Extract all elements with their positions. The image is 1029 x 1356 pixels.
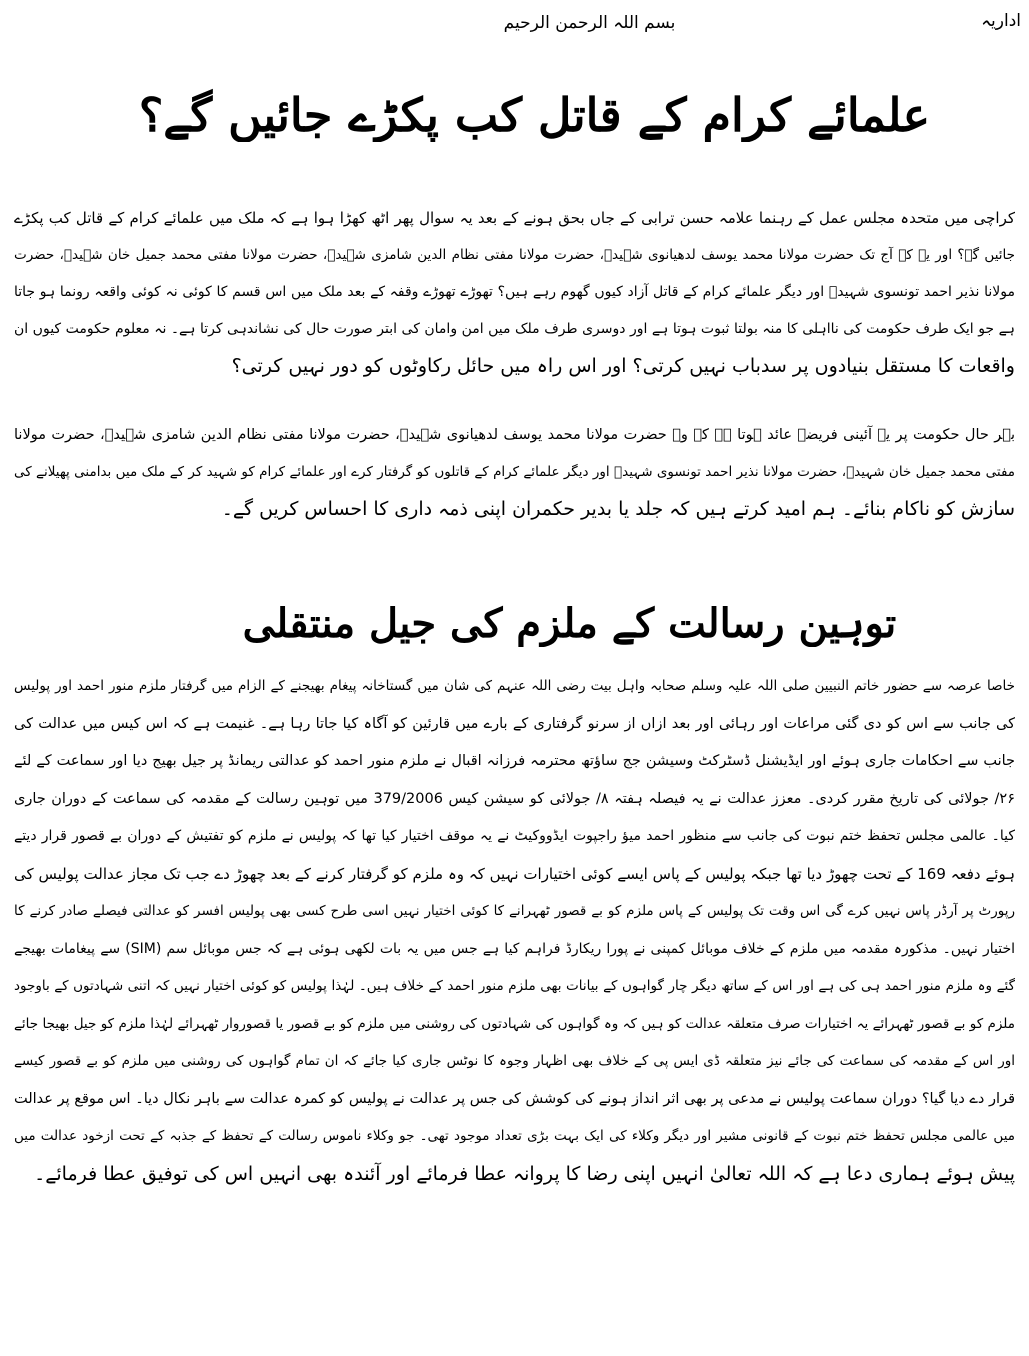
text-line: اختیار نہیں۔ مذکورہ مقدمہ میں ملزم کے خلاف موبائل کمپنی نے پورا ریکارڈ فراہم کیا ہے جس میں یہ بات لکھی ہوئی ہے کہ جس موبائل سم (SIM) سے پیغامات بھیجے	[14, 940, 1015, 957]
text-line: بہر حال حکومت پر یہ آئینی فریضہ عائد ہوتا ہے کہ وہ حضرت مولانا محمد یوسف لدھیانوی شہیدؒ، حضرت مولانا مفتی نظام الدین شامزی شہیدؒ، حضرت مولانا	[14, 427, 1015, 443]
article2-paragraph	[14, 668, 1015, 1193]
text-line: ۲۶/ جولائی کی تاریخ مقرر کردی۔ معزز عدالت نے یہ فیصلہ ہفتہ ۸/ جولائی کو سیشن کیس 379/2006 میں توہین رسالت کے مقدمہ کی سماعت کے دوران جاری	[14, 790, 1015, 807]
text-line: جانب سے احکامات جاری ہوئے اور ایڈیشنل ڈسٹرکٹ وسیشن جج ساؤتھ محترمہ فرزانہ اقبال نے ملزم منور احمد کو عدالتی ریمانڈ پر جیل بھیج دیا اور سماعت کے لئے	[14, 753, 1015, 769]
text-line: رپورٹ پر آرڈر پاس نہیں کرے گی اس وقت تک پولیس کے پاس ملزم کو بے قصور ٹھہرانے کا کوئی اختیار نہیں اسی طرح کسی بھی پولیس افسر کو عدالتی فیصلے صادر کرنے کا	[14, 903, 1015, 919]
text-line: مولانا نذیر احمد تونسوی شہیدؒ اور دیگر علمائے کرام کے قاتل آزاد کیوں گھوم رہے ہیں؟ تھوڑے تھوڑے وقفہ کے بعد ملک میں اس قسم کا کوئی نہ کوئی واقعہ رونما ہو جاتا	[14, 284, 1015, 300]
article1-paragraph-1	[14, 200, 1015, 385]
text-line: قرار دے دیا گیا؟ دوران سماعت پولیس نے مدعی پر بھی اثر انداز ہونے کی کوشش کی جس پر عدالت نے پولیس کو کمرہ عدالت سے باہر نکال دیا۔ اس موقع پر عدالت	[14, 1090, 1015, 1107]
text-line: ملزم کو بے قصور ٹھہرائے یہ اختیارات صرف متعلقہ عدالت کو ہیں کہ وہ گواہوں کی شہادتوں کی روشنی میں ملزم کو بے قصور یا قصوروار ٹھہرائے لہٰذا ملزم کو جیل بھیجا جائے	[14, 1015, 1015, 1032]
text-line: پیش ہوئے ہماری دعا ہے کہ اللہ تعالیٰ انہیں اپنی رضا کا پروانہ عطا فرمائے اور آئندہ بھی انہیں اس کی توفیق عطا فرمائے۔	[34, 1162, 1015, 1185]
text-line: واقعات کا مستقل بنیادوں پر سدباب نہیں کرتی؟ اور اس راہ میں حائل رکاوٹوں کو دور نہیں کرتی؟	[231, 355, 1015, 377]
text-line: میں عالمی مجلس تحفظ ختم نبوت کے قانونی مشیر اور دیگر وکلاء کی ایک بہت بڑی تعداد موجود تھی۔ جو وکلاء ناموس رسالت کے تحفظ کے جذبہ کے تحت ازخود عدالت میں	[14, 1128, 1015, 1144]
text-line: مفتی محمد جمیل خان شہیدؒ، حضرت مولانا نذیر احمد تونسوی شہیدؒ اور دیگر علمائے کرام کے قاتلوں کو گرفتار کرے اور علمائے کرام کو شہید کر کے ملک میں بدامنی پھیلانے کی	[14, 464, 1015, 480]
text-line: ہوئے دفعہ 169 کے تحت چھوڑ دیا تھا جبکہ پولیس کے پاس ایسے کوئی اختیارات نہیں کہ وہ ملزم کو گرفتار کرنے کے بعد چھوڑ دے جب تک مجاز عدالت پولیس کی	[14, 864, 1015, 883]
text-line: خاصا عرصہ سے حضور خاتم النبیین صلی اللہ علیہ وسلم صحابہ واہل بیت رضی اللہ عنہم کی شان میں گستاخانہ پیغام بھیجنے کے الزام میں گرفتار ملزم منور احمد اور پولیس	[14, 678, 1015, 694]
text-line: کی جانب سے اس کو دی گئی مراعات اور رہائی اور بعد ازاں از سرنو گرفتاری کے بارے میں قارئین کو آگاہ کیا جاتا رہا ہے۔ غنیمت ہے کہ اس کیس میں عدالت کی	[14, 715, 1015, 732]
article1-headline: علمائے کرام کے قاتل کب پکڑے جائیں گے؟	[138, 88, 931, 142]
bismillah-heading: بسم اللہ الرحمن الرحیم	[503, 13, 676, 33]
text-line: سازش کو ناکام بنائے۔ ہم امید کرتے ہیں کہ جلد یا بدیر حکمران اپنی ذمہ داری کا احساس کریں گے۔	[221, 498, 1015, 520]
article2-headline: توہین رسالت کے ملزم کی جیل منتقلی	[242, 600, 897, 647]
article1-paragraph-2	[14, 417, 1015, 528]
text-line: اور اس کے مقدمہ کی سماعت کی جائے نیز متعلقہ ڈی ایس پی کے خلاف بھی اظہار وجوہ کا نوٹس جاری کیا جائے کہ ان تمام گواہوں کی روشنی میں ملزم کو بے قصور کیسے	[14, 1053, 1015, 1069]
section-label: اداریہ	[981, 11, 1021, 31]
text-line: کراچی میں متحدہ مجلس عمل کے رہنما علامہ حسن ترابی کے جاں بحق ہونے کے بعد یہ سوال پھر اٹھ کھڑا ہوا ہے کہ ملک میں علمائے کرام کے قاتل کب پکڑے	[14, 209, 1015, 227]
text-line: گئے وہ ملزم منور احمد ہی کی ہے اور اس کے ساتھ دیگر چار گواہوں کے بیانات بھی ملزم منور احمد کے خلاف ہیں۔ لہٰذا پولیس کو کوئی اختیار نہیں کہ اتنی شہادتوں کے باوجود	[14, 978, 1015, 994]
text-line: جائیں گے؟ اور یہ کہ آج تک حضرت مولانا محمد یوسف لدھیانوی شہیدؒ، حضرت مولانا مفتی نظام الدین شامزی شہیدؒ، حضرت مولانا مفتی محمد جمیل خان شہیدؒ، حضرت	[14, 247, 1015, 263]
text-line: ہے جو ایک طرف حکومت کی نااہلی کا منہ بولتا ثبوت ہوتا ہے اور دوسری طرف ملک میں امن وامان کی ابتر صورت حال کی نشاندہی کرتا ہے۔ نہ معلوم حکومت کیوں ان	[14, 321, 1015, 337]
text-line: کیا۔ عالمی مجلس تحفظ ختم نبوت کی جانب سے منظور احمد میؤ راجپوت ایڈووکیٹ نے یہ موقف اختیار کیا تھا کہ پولیس نے ملزم کو تفتیش کے دوران بے قصور قرار دیتے	[14, 828, 1015, 844]
